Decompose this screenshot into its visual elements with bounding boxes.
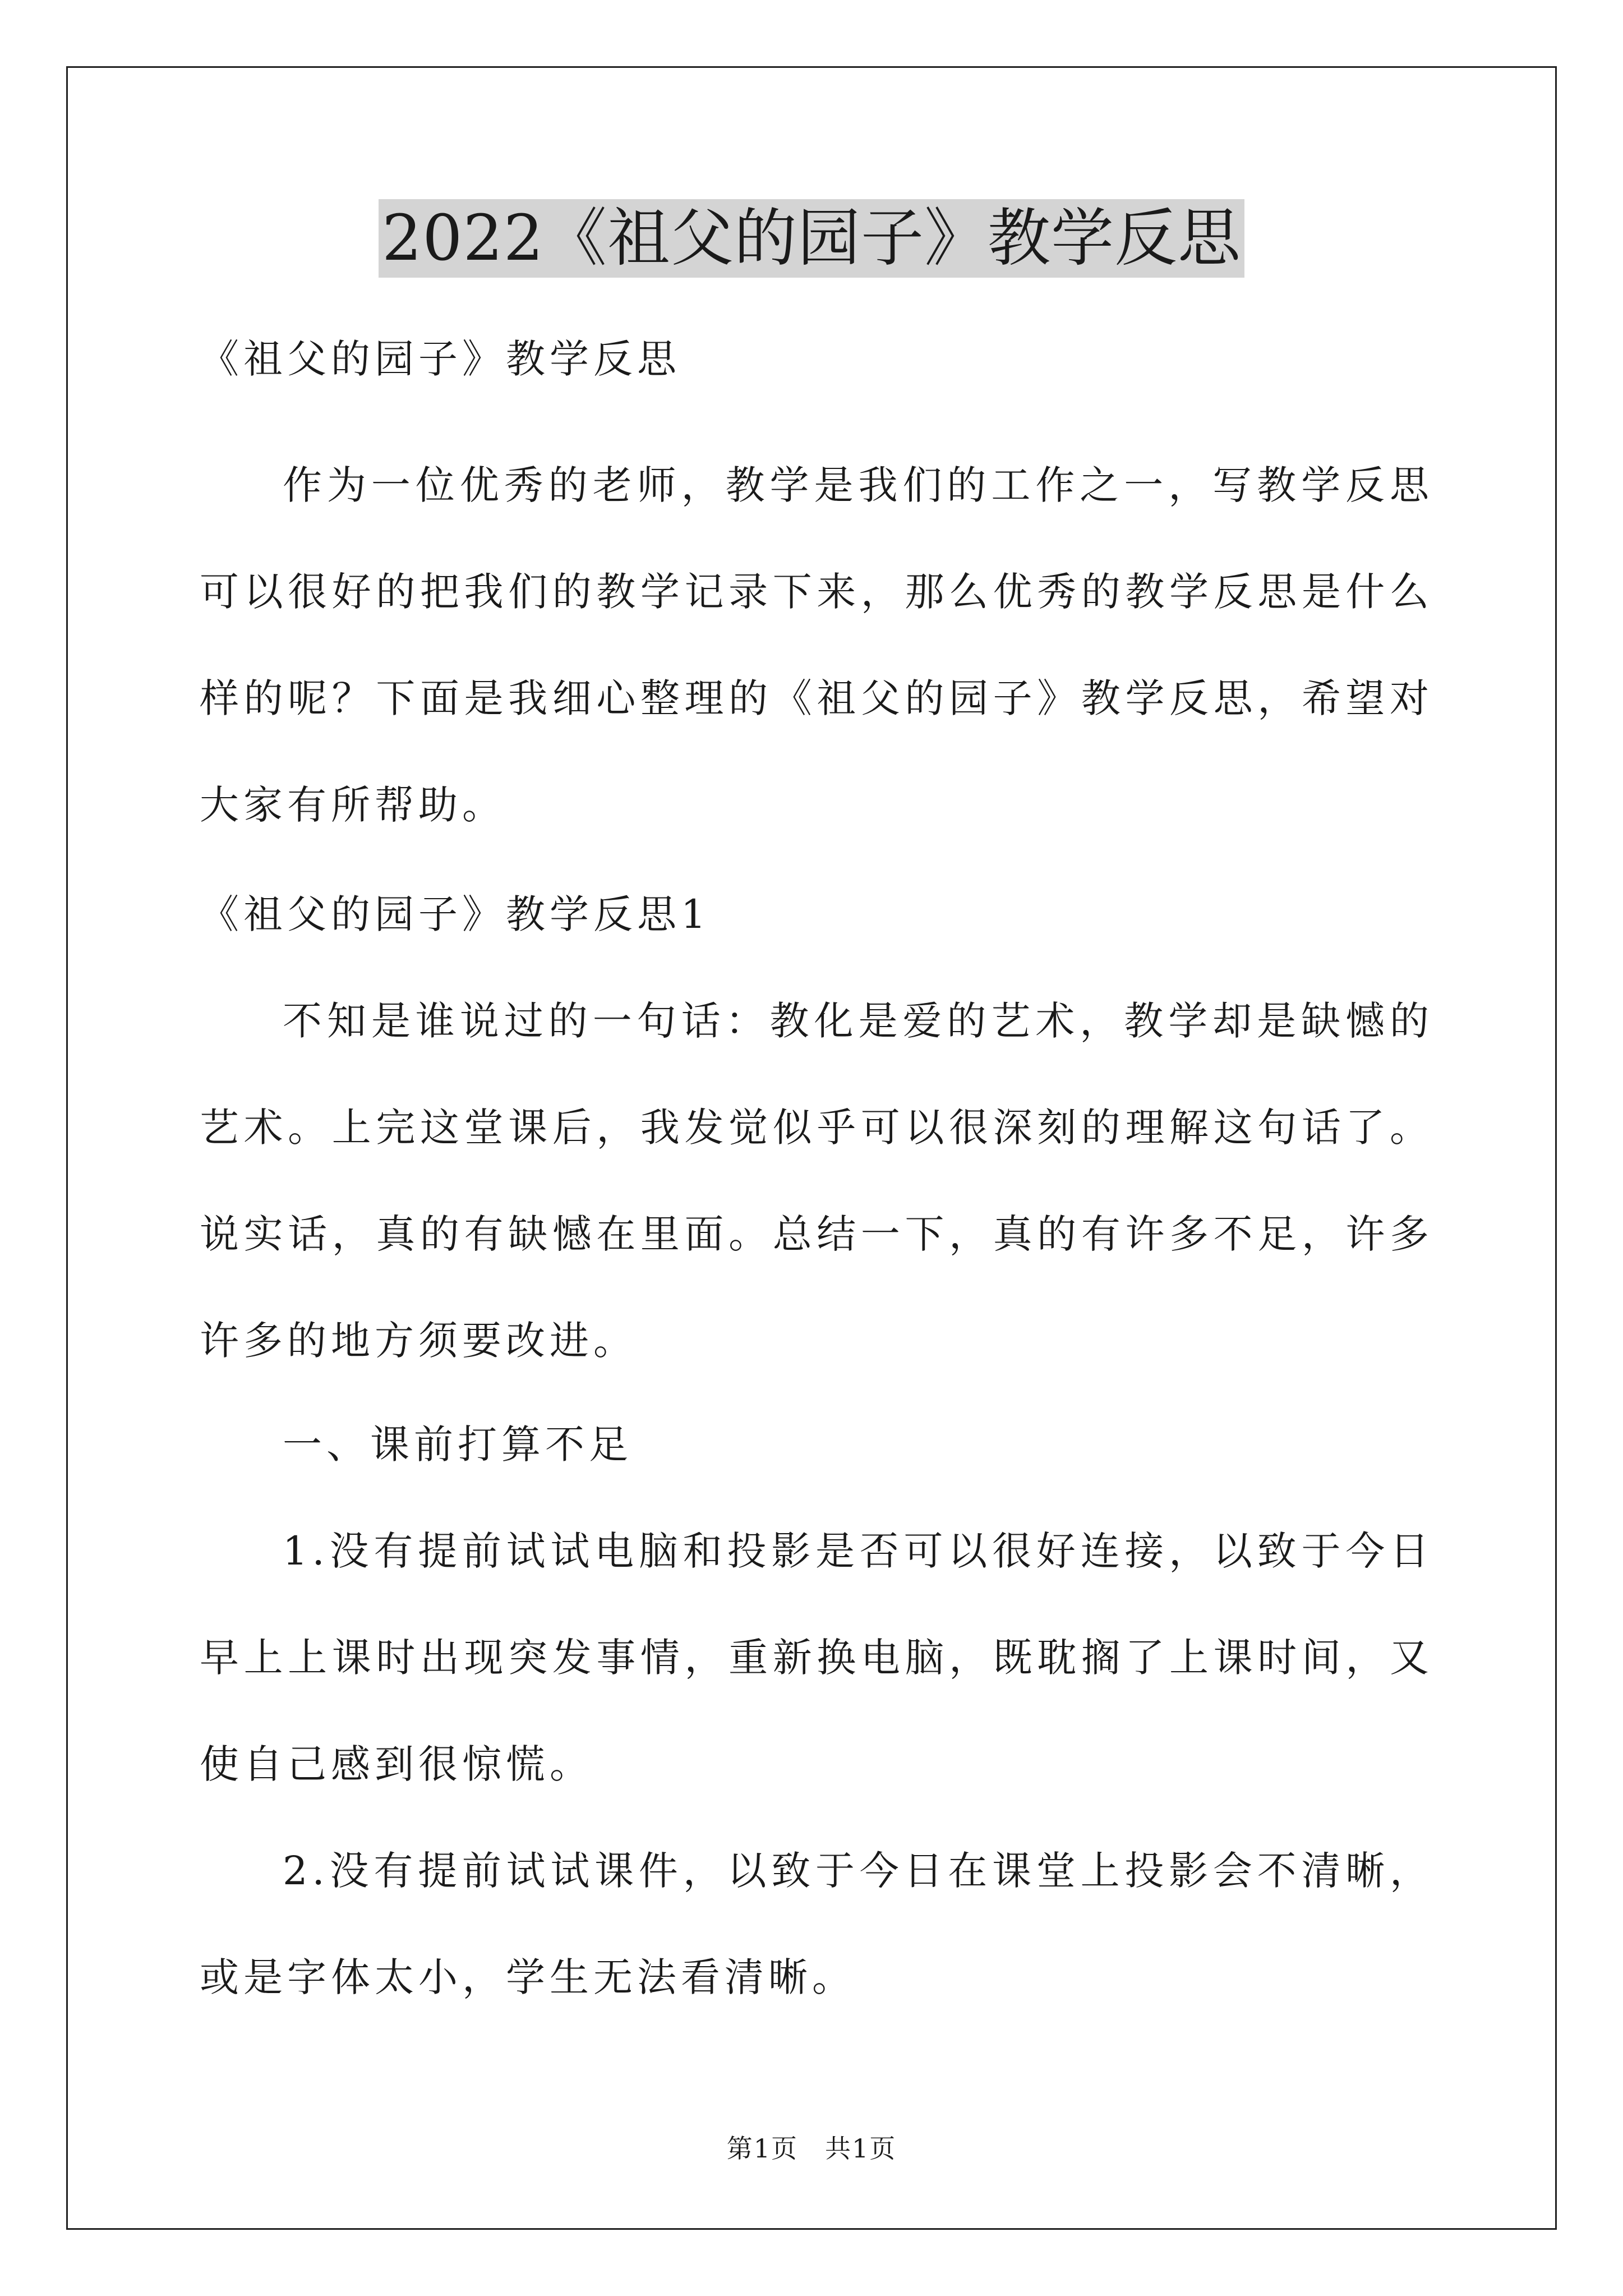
subtitle: 《祖父的园子》教学反思 bbox=[200, 336, 681, 382]
body-paragraph-3: 2.没有提前试试课件，以致于今日在课堂上投影会不清晰，或是字体太小，学生无法看清晰。 bbox=[200, 1848, 1433, 2000]
subheading-1: 一、课前打算不足 bbox=[283, 1421, 633, 1467]
body-paragraph-2: 1.没有提前试试电脑和投影是否可以很好连接，以致于今日早上上课时出现突发事情，重新换电脑，既耽搁了上课时间，又使自己感到很惊慌。 bbox=[200, 1528, 1433, 1787]
section-heading: 《祖父的园子》教学反思1 bbox=[200, 891, 711, 937]
page-title: 2022《祖父的园子》教学反思 bbox=[379, 199, 1244, 278]
intro-paragraph: 作为一位优秀的老师，教学是我们的工作之一，写教学反思可以很好的把我们的教学记录下来，那么优秀的教学反思是什么样的呢？下面是我细心整理的《祖父的园子》教学反思，希望对大家有所帮助。 bbox=[200, 462, 1433, 828]
title-container bbox=[0, 199, 1623, 278]
body-paragraph-1: 不知是谁说过的一句话：教化是爱的艺术，教学却是缺憾的艺术。上完这堂课后，我发觉似乎可以很深刻的理解这句话了。说实话，真的有缺憾在里面。总结一下，真的有许多不足，许多许多的地方须要改进。 bbox=[200, 998, 1433, 1364]
page-footer: 第1页 共1页 bbox=[726, 2133, 897, 2164]
